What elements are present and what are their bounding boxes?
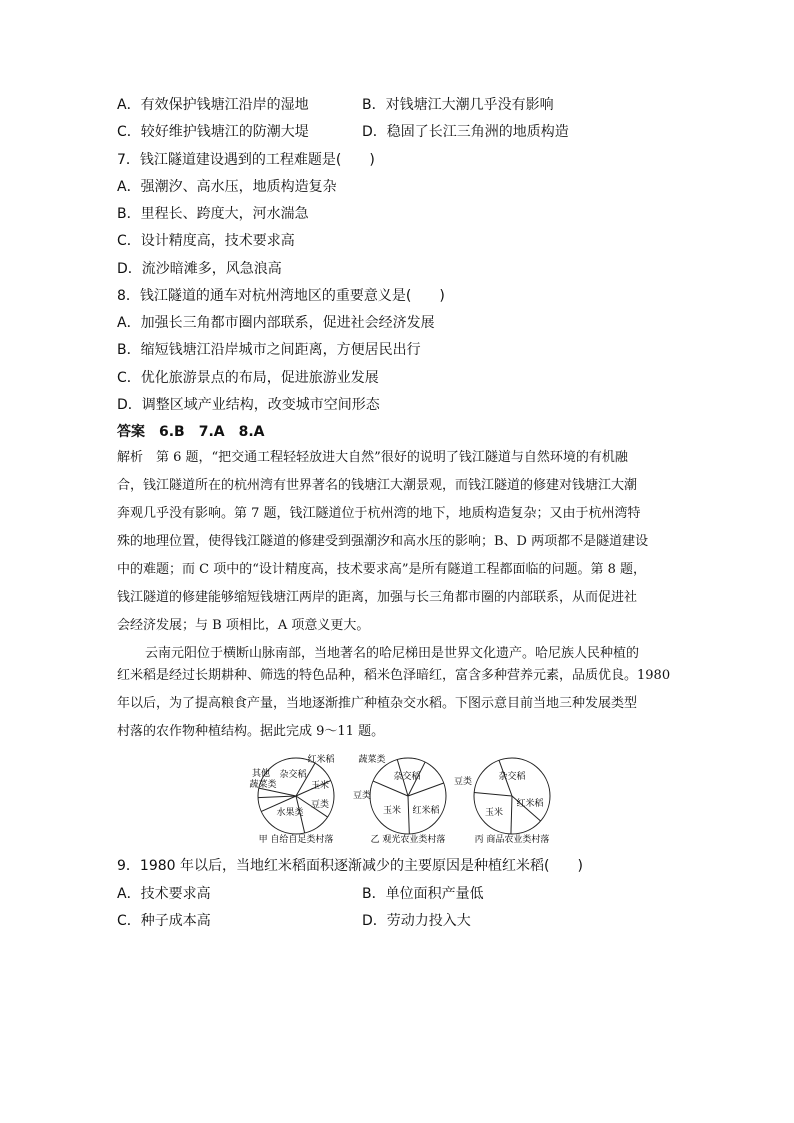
slice-label: 杂交稻 <box>393 772 421 782</box>
analysis-line: 合，钱江隧道所在的杭州湾有世界著名的钱塘江大潮景观，而钱江隧道的修建对钱塘江大潮 <box>117 478 638 493</box>
slice-label: 红米稻 <box>307 755 335 765</box>
slice-label: 玉米 <box>382 806 402 816</box>
q8-stem: 8．钱江隧道的通车对杭州湾地区的重要意义是( ) <box>117 288 445 304</box>
q7-option-c: C．设计精度高，技术要求高 <box>117 233 295 249</box>
q6-option-a: A．有效保护钱塘江沿岸的湿地 <box>117 97 309 113</box>
slice-label: 玉米 <box>310 781 330 791</box>
passage-line: 云南元阳位于横断山脉南部，当地著名的哈尼梯田是世界文化遗产。哈尼族人民种植的 <box>145 646 640 661</box>
q8-option-c: C．优化旅游景点的布局，促进旅游业发展 <box>117 370 379 386</box>
q9-option-d: D．劳动力投入大 <box>362 913 471 929</box>
answer-line: 答案 6.B 7.A 8.A <box>117 424 265 440</box>
slice-label: 红米稻 <box>516 799 544 809</box>
slice-label: 蔬菜类 <box>249 780 277 790</box>
q6-option-b: B．对钱塘江大潮几乎没有影响 <box>362 97 554 113</box>
pie-chart-bing <box>454 758 550 845</box>
passage-line: 年以后，为了提高粮食产量，当地逐渐推广种植杂交水稻。下图示意目前当地三种发展类型 <box>117 696 638 711</box>
slice-label: 豆类 <box>310 800 330 810</box>
pie-chart-jia <box>249 753 334 845</box>
q7-option-d: D．流沙暗滩多，风急浪高 <box>117 261 282 277</box>
slice-label: 红米稻 <box>412 806 440 816</box>
slice-label: 玉米 <box>484 808 504 818</box>
q9-option-c: C．种子成本高 <box>117 913 211 929</box>
analysis-line: 解析 第 6 题，“把交通工程轻轻放进大自然”很好的说明了钱江隧道与自然环境的有机融 <box>117 450 628 465</box>
passage-line: 村落的农作物种植结构。据此完成 9～11 题。 <box>117 724 385 739</box>
analysis-line: 钱江隧道的修建能够缩短钱塘江两岸的距离，加强与长三角都市圈的内部联系，从而促进社 <box>117 590 638 605</box>
slice-label: 豆类 <box>352 791 372 801</box>
analysis-line: 会经济发展；与 B 项相比，A 项意义更大。 <box>117 618 370 633</box>
q7-option-b: B．里程长、跨度大，河水湍急 <box>117 206 309 222</box>
crop-structure-figure <box>0 745 794 855</box>
analysis-line: 奔观几乎没有影响。第 7 题，钱江隧道位于杭州湾的地下，地质构造复杂；又由于杭州湾特 <box>117 506 641 521</box>
slice-label: 水果类 <box>276 808 304 818</box>
q8-option-a: A．加强长三角都市圈内部联系，促进社会经济发展 <box>117 315 435 331</box>
q6-option-d: D．稳固了长江三角洲的地质构造 <box>362 124 569 140</box>
pie-chart-yi <box>353 753 446 845</box>
analysis-line: 殊的地理位置，使得钱江隧道的修建受到强潮汐和高水压的影响；B、D 两项都不是隧道建设 <box>117 534 649 549</box>
q6-option-c: C．较好维护钱塘江的防潮大堤 <box>117 124 309 140</box>
pie-slice-boundary <box>258 796 296 798</box>
slice-label: 豆类 <box>453 777 473 787</box>
pie-title: 丙 商品农业类村落 <box>474 835 550 845</box>
q7-option-a: A．强潮汐、高水压，地质构造复杂 <box>117 179 337 195</box>
q8-option-d: D．调整区域产业结构，改变城市空间形态 <box>117 397 380 413</box>
pie-slice-boundary <box>373 781 408 796</box>
q8-option-b: B．缩短钱塘江沿岸城市之间距离，方便居民出行 <box>117 342 421 358</box>
slice-label: 杂交稻 <box>498 772 526 782</box>
slice-label: 其他 <box>251 769 271 779</box>
q9-option-a: A．技术要求高 <box>117 886 211 902</box>
q7-stem: 7．钱江隧道建设遇到的工程难题是( ) <box>117 152 375 168</box>
q9-stem: 9．1980 年以后，当地红米稻面积逐渐减少的主要原因是种植红米稻( ) <box>117 858 583 874</box>
pie-slice-boundary <box>474 793 512 796</box>
q9-option-b: B．单位面积产量低 <box>362 886 484 902</box>
pie-slice-boundary <box>408 796 409 834</box>
slice-label: 蔬菜类 <box>358 755 386 765</box>
pie-title: 乙 观光农业类村落 <box>370 835 446 845</box>
pie-title: 甲 自给自足类村落 <box>258 835 334 845</box>
analysis-line: 中的难题；而 C 项中的“设计精度高，技术要求高”是所有隧道工程都面临的问题。第 8 题， <box>117 562 647 577</box>
pie-slice-boundary <box>511 796 512 834</box>
passage-line: 红米稻是经过长期耕种、筛选的特色品种，稻米色泽暗红，富含多种营养元素，品质优良。1980 <box>117 668 671 683</box>
slice-label: 杂交稻 <box>279 770 307 780</box>
